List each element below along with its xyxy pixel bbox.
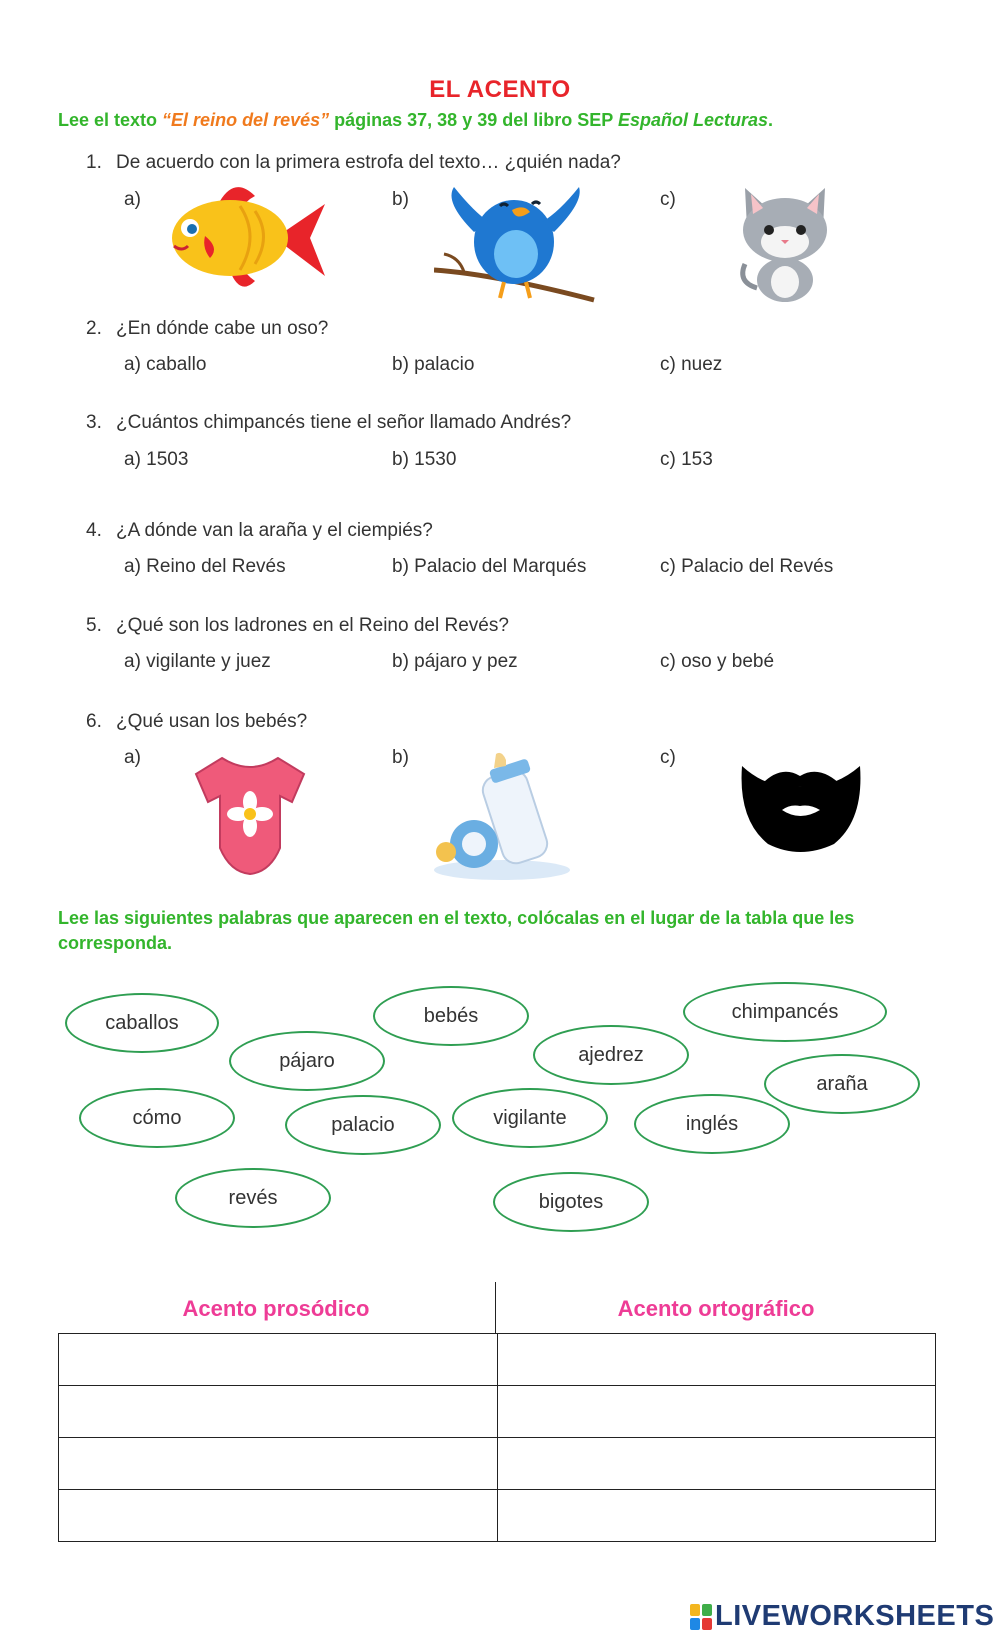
word-ajedrez[interactable]: ajedrez bbox=[533, 1025, 689, 1085]
drop-cell-ortografico[interactable] bbox=[497, 1334, 936, 1386]
goldfish-image[interactable] bbox=[160, 176, 330, 300]
bird-image[interactable] bbox=[434, 182, 604, 306]
question-6: 6. ¿Qué usan los bebés? bbox=[86, 711, 308, 732]
onesie-image[interactable] bbox=[192, 752, 308, 880]
option-3b[interactable]: b) 1530 bbox=[392, 449, 457, 470]
word-bebes[interactable]: bebés bbox=[373, 986, 529, 1046]
question-1: 1. De acuerdo con la primera estrofa del texto… ¿quién nada? bbox=[86, 152, 621, 173]
option-4a[interactable]: a) Reino del Revés bbox=[124, 556, 286, 577]
logo-mark-icon bbox=[690, 1604, 712, 1630]
option-3a[interactable]: a) 1503 bbox=[124, 449, 189, 470]
drop-cell-prosodico[interactable] bbox=[59, 1490, 498, 1542]
drop-cell-ortografico[interactable] bbox=[497, 1386, 936, 1438]
word-arana[interactable]: araña bbox=[764, 1054, 920, 1114]
logo-text: LIVEWORKSHEETS bbox=[715, 1600, 995, 1632]
header-divider bbox=[495, 1282, 496, 1334]
option-6c[interactable]: c) bbox=[660, 747, 676, 768]
option-4b[interactable]: b) Palacio del Marqués bbox=[392, 556, 587, 577]
table-row bbox=[59, 1386, 936, 1438]
drop-cell-ortografico[interactable] bbox=[497, 1490, 936, 1542]
liveworksheets-logo[interactable] bbox=[690, 1600, 994, 1633]
option-5b[interactable]: b) pájaro y pez bbox=[392, 651, 518, 672]
page-title: EL ACENTO bbox=[429, 76, 571, 103]
words-instruction: Lee las siguientes palabras que aparecen en el texto, colócalas en el lugar de la tabla que les corresponda. bbox=[58, 908, 855, 953]
header-acento-prosodico: Acento prosódico bbox=[182, 1296, 370, 1321]
question-5: 5. ¿Qué son los ladrones en el Reino del Revés? bbox=[86, 615, 509, 636]
word-ingles[interactable]: inglés bbox=[634, 1094, 790, 1154]
word-vigilante[interactable]: vigilante bbox=[452, 1088, 608, 1148]
word-palacio[interactable]: palacio bbox=[285, 1095, 441, 1155]
beard-image[interactable] bbox=[738, 760, 864, 856]
drop-cell-prosodico[interactable] bbox=[59, 1334, 498, 1386]
table-row bbox=[59, 1490, 936, 1542]
option-5a[interactable]: a) vigilante y juez bbox=[124, 651, 271, 672]
option-6a[interactable]: a) bbox=[124, 747, 141, 768]
header-acento-ortografico: Acento ortográfico bbox=[617, 1296, 815, 1321]
reading-instruction: Lee el texto “El reino del revés” páginas 37, 38 y 39 del libro SEP Español Lecturas. bbox=[58, 110, 773, 130]
word-bigotes[interactable]: bigotes bbox=[493, 1172, 649, 1232]
option-1b[interactable]: b) bbox=[392, 189, 409, 210]
word-chimpances[interactable]: chimpancés bbox=[683, 982, 887, 1042]
question-2: 2. ¿En dónde cabe un oso? bbox=[86, 318, 329, 339]
option-3c[interactable]: c) 153 bbox=[660, 449, 713, 470]
question-4: 4. ¿A dónde van la araña y el ciempiés? bbox=[86, 520, 433, 541]
cat-image[interactable] bbox=[735, 178, 835, 304]
drop-cell-prosodico[interactable] bbox=[59, 1386, 498, 1438]
option-1c[interactable]: c) bbox=[660, 189, 676, 210]
table-row bbox=[59, 1334, 936, 1386]
word-como[interactable]: cómo bbox=[79, 1088, 235, 1148]
option-2b[interactable]: b) palacio bbox=[392, 354, 475, 375]
option-6b[interactable]: b) bbox=[392, 747, 409, 768]
option-2a[interactable]: a) caballo bbox=[124, 354, 207, 375]
word-caballos[interactable]: caballos bbox=[65, 993, 219, 1053]
table-row bbox=[59, 1438, 936, 1490]
baby-bottle-image[interactable] bbox=[432, 752, 598, 886]
classification-table bbox=[58, 1333, 936, 1542]
question-3: 3. ¿Cuántos chimpancés tiene el señor llamado Andrés? bbox=[86, 412, 572, 433]
option-1a[interactable]: a) bbox=[124, 189, 141, 210]
drop-cell-prosodico[interactable] bbox=[59, 1438, 498, 1490]
word-pajaro[interactable]: pájaro bbox=[229, 1031, 385, 1091]
word-reves[interactable]: revés bbox=[175, 1168, 331, 1228]
option-5c[interactable]: c) oso y bebé bbox=[660, 651, 775, 672]
option-4c[interactable]: c) Palacio del Revés bbox=[660, 556, 834, 577]
drop-cell-ortografico[interactable] bbox=[497, 1438, 936, 1490]
option-2c[interactable]: c) nuez bbox=[660, 354, 723, 375]
